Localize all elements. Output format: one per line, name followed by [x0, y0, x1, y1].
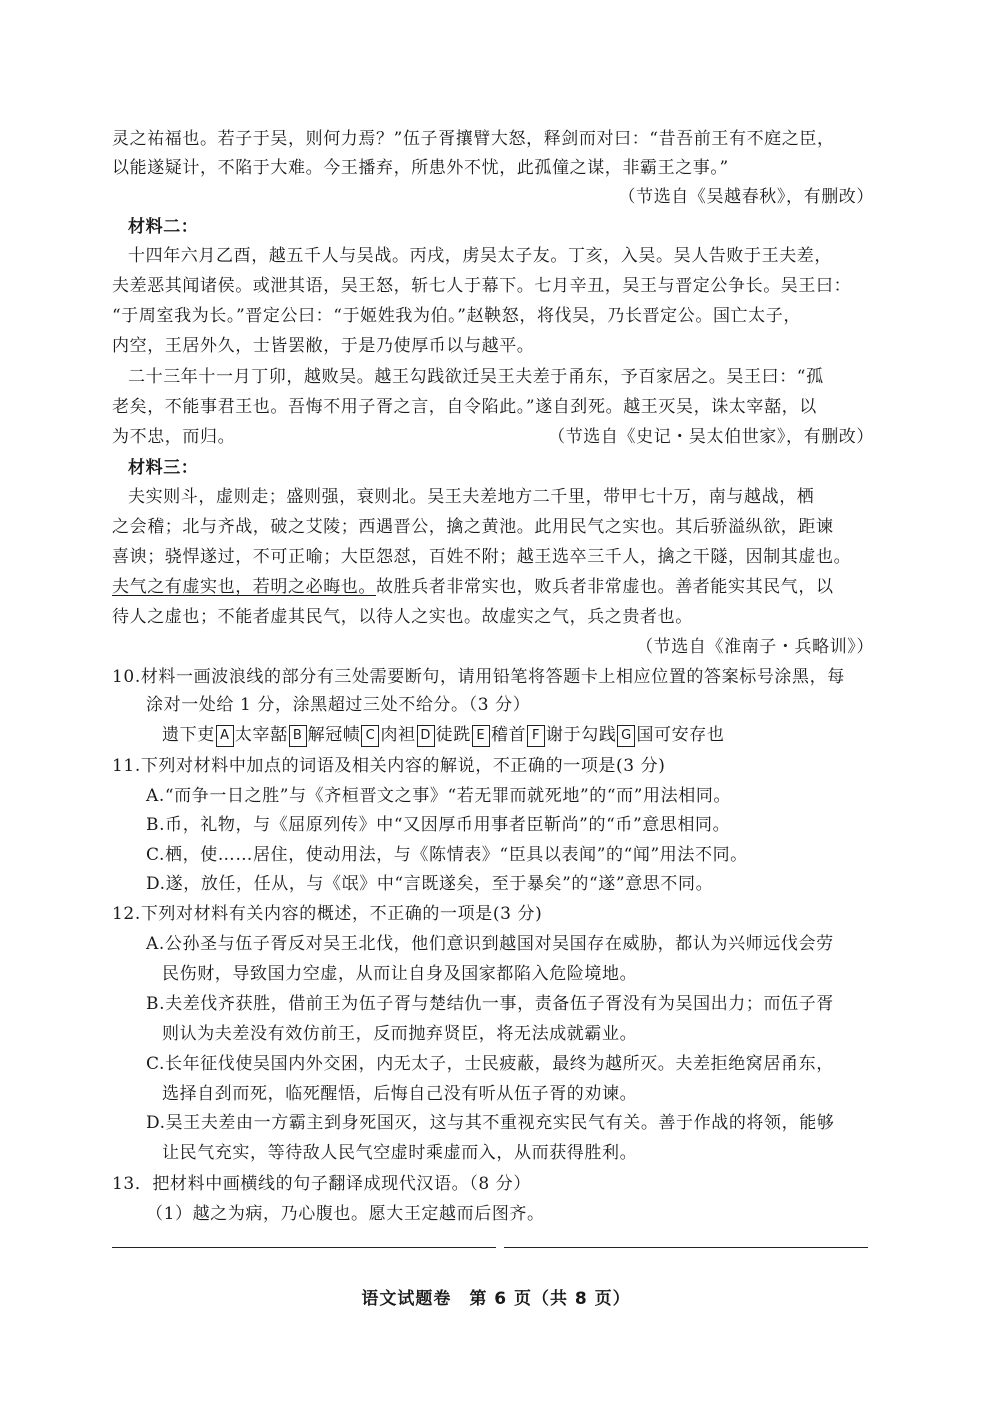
- q12-stem: 12.下列对材料有关内容的概述，不正确的一项是(3 分): [112, 904, 543, 924]
- material3-line: 待人之虚也；不能者虚其民气，以待人之实也。故虚实之气，兵之贵者也。: [112, 607, 693, 627]
- material2-heading: 材料二：: [128, 217, 199, 237]
- q10-segment: 徒跣: [435, 725, 471, 745]
- material3-line: 夫实则斗，虚则走；盛则强，衰则北。吴王夫差地方二千里，带甲七十万，南与越战，栖: [128, 487, 815, 507]
- material2-line: 内空，王居外久，士皆罢敝，于是乃使厚币以与越平。: [112, 336, 535, 356]
- q10-segment: 稽首: [490, 725, 527, 745]
- material2-line: 二十三年十一月丁卯，越败吴。越王勾践欲迁吴王夫差于甬东，予百家居之。吴王曰：“孤: [128, 367, 824, 387]
- footer-rule-right: [504, 1247, 868, 1248]
- material1-line: 以能遂疑计，不陷于大难。今王播弃，所患外不忧，此孤僮之谋，非霸王之事。”: [112, 158, 729, 178]
- q13-item-1: （1）越之为病，乃心腹也。愿大王定越而后图齐。: [146, 1204, 545, 1224]
- footer-rule-left: [112, 1247, 496, 1248]
- q10-segment: 谢于勾践: [546, 725, 617, 745]
- q10-stem: 涂对一处给 1 分，涂黑超过三处不给分。（3 分）: [146, 695, 531, 715]
- q12-option-c: C.长年征伐使吴国内外交困，内无太子，士民疲蔽，最终为越所灭。夫差拒绝窝居甬东，: [146, 1054, 834, 1074]
- answer-box-f[interactable]: F: [527, 725, 545, 747]
- q12-option-a: A.公孙圣与伍子胥反对吴王北伐，他们意识到越国对吴国存在威胁，都认为兴师远伐会劳: [146, 934, 834, 954]
- q11-option-c: C.栖，使……居住，使动用法，与《陈情表》“臣具以表闻”的“闻”用法不同。: [146, 845, 748, 865]
- material2-source: （节选自《史记・吴太伯世家》，有删改）: [548, 427, 874, 447]
- q13-stem: 13．把材料中画横线的句子翻译成现代汉语。（8 分）: [112, 1174, 531, 1194]
- material3-line: [112, 574, 834, 600]
- material3-heading: 材料三：: [128, 458, 199, 478]
- q10-sentence: [162, 722, 724, 748]
- answer-box-b[interactable]: B: [289, 725, 307, 747]
- answer-box-g[interactable]: G: [617, 725, 635, 747]
- answer-box-e[interactable]: E: [472, 725, 490, 747]
- page-footer: 语文试题卷 第 6 页（共 8 页）: [361, 1289, 631, 1309]
- material2-line: 老矣，不能事君王也。吾悔不用子胥之言，自令陷此。”遂自刭死。越王灭吴，诛太宰嚭，以: [112, 397, 817, 417]
- q10-segment: 解冠帻: [307, 725, 361, 745]
- material2-line: 为不忠，而归。: [112, 427, 236, 447]
- q12-option-c-cont: 选择自刭而死，临死醒悟，后悔自己没有听从伍子胥的劝谏。: [162, 1084, 638, 1104]
- material3-text: 故胜兵者非常实也，败兵者非常虚也。善者能实其民气，以: [376, 577, 834, 597]
- q12-option-d-cont: 让民气充实，等待敌人民气空虚时乘虚而入，从而获得胜利。: [162, 1143, 638, 1163]
- answer-box-c[interactable]: C: [361, 725, 379, 747]
- q12-option-b-cont: 则认为夫差没有效仿前王，反而抛弃贤臣，将无法成就霸业。: [162, 1024, 638, 1044]
- q11-option-b: B.币，礼物，与《屈原列传》中“又因厚币用事者臣靳尚”的“币”意思相同。: [146, 815, 731, 835]
- q12-option-b: B.夫差伐齐获胜，借前王为伍子胥与楚结仇一事，责备伍子胥没有为吴国出力；而伍子胥: [146, 994, 834, 1014]
- q12-option-d: D.吴王夫差由一方霸主到身死国灭，这与其不重视充实民气有关。善于作战的将领，能够: [146, 1113, 835, 1133]
- q11-option-a: A.“而争一日之胜”与《齐桓晋文之事》“若无罪而就死地”的“而”用法相同。: [146, 786, 732, 806]
- q10-segment: 太宰嚭: [234, 725, 288, 745]
- q11-option-d: D.遂，放任，任从，与《氓》中“言既遂矣，至于暴矣”的“遂”意思不同。: [146, 874, 714, 894]
- answer-box-d[interactable]: D: [417, 725, 435, 747]
- answer-box-a[interactable]: A: [216, 725, 234, 747]
- material3-source: （节选自《淮南子・兵略训》）: [636, 637, 874, 657]
- material1-line: 灵之祐福也。若子于吴，则何力焉？”伍子胥攘臂大怒，释剑而对曰：“昔吾前王有不庭之臣，: [112, 129, 835, 149]
- q10-segment: 遗下吏: [162, 725, 215, 745]
- q10-segment: 国可安存也: [636, 725, 725, 745]
- q10-segment: 肉袒: [380, 725, 416, 745]
- material3-line: 喜谀；骁悍遂过，不可正喻；大臣怨怼，百姓不附；越王选卒三千人，擒之干隧，因制其虚也。: [112, 547, 852, 567]
- material3-line: 之会稽；北与齐战，破之艾陵；西遇晋公，擒之黄池。此用民气之实也。其后骄溢纵欲，距谏: [112, 517, 834, 537]
- material2-line: 夫差恶其闻诸侯。或泄其语，吴王怒，斩七人于幕下。七月辛丑，吴王与晋定公争长。吴王曰：: [112, 276, 852, 296]
- material1-source: （节选自《吴越春秋》，有删改）: [618, 187, 874, 207]
- q11-stem: 11.下列对材料中加点的词语及相关内容的解说，不正确的一项是(3 分): [112, 756, 666, 776]
- q12-option-a-cont: 民伤财，导致国力空虚，从而让自身及国家都陷入危险境地。: [162, 964, 638, 984]
- material2-line: 十四年六月乙酉，越五千人与吴战。丙戌，虏吴太子友。丁亥，入吴。吴人告败于王夫差，: [128, 246, 832, 266]
- underlined-sentence: 夫气之有虚实也，若明之必晦也。: [112, 577, 376, 597]
- q10-stem: 10.材料一画波浪线的部分有三处需要断句，请用铅笔将答题卡上相应位置的答案标号涂黑，每: [112, 667, 845, 687]
- material2-line: “于周室我为长。”晋定公曰：“于姬姓我为伯。”赵鞅怒，将伐吴，乃长晋定公。国亡太子，: [112, 306, 801, 326]
